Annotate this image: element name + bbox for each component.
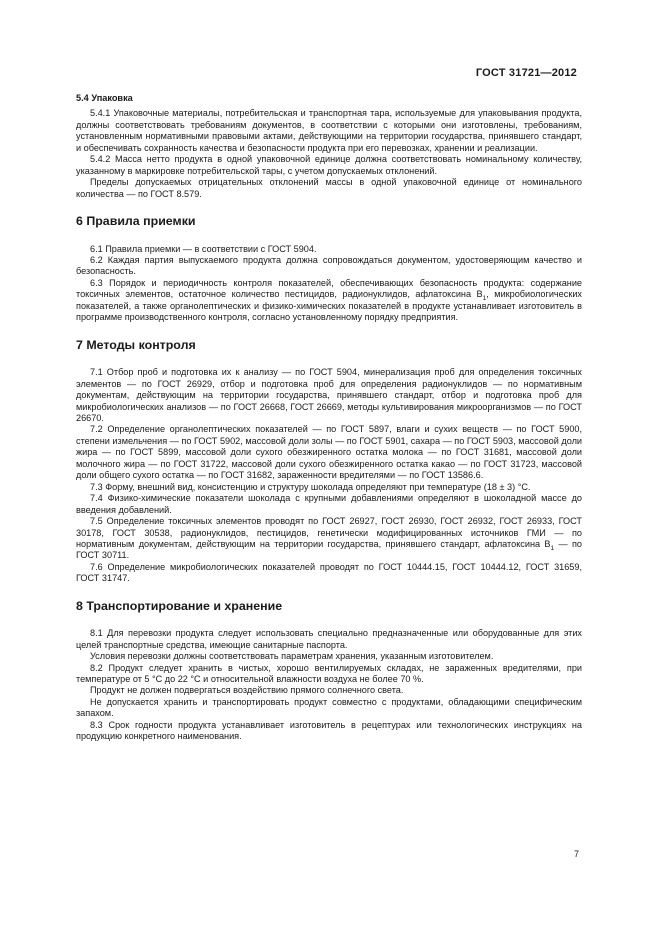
para-8-1: 8.1 Для перевозки продукта следует использовать специально предназначенные или оборудованные для этих целей транспортные средства, имеющие санитарные паспорта. [76, 628, 582, 650]
para-8-1-conditions: Условия перевозки должны соответствовать параметрам хранения, указанным изготовителем. [90, 651, 494, 662]
para-5-4-2-limits: Пределы допускаемых отрицательных отклонений массы в одной упаковочной единице от номинального количества — по ГОСТ 8.579. [76, 177, 582, 199]
document-body [76, 93, 582, 743]
para-5-4-2: 5.4.2 Масса нетто продукта в одной упаковочной единице должна соответствовать номинальному количеству, указанному в маркировке потребительской тары, с учетом допускаемых отклонений. [76, 154, 582, 176]
para-7-5: 7.5 Определение токсичных элементов проводят по ГОСТ 26927, ГОСТ 26930, ГОСТ 26932, ГОСТ 26933, ГОСТ 30178, ГОСТ 30538, радионуклидов, пестицидов, генетически модифицированных источников ГМИ — по нормативным документам, действующим на территории государства, принявшего стандарт, афлатоксина $B_1$ — по ГОСТ 30711. [76, 516, 582, 561]
section-5-4-title: 5.4 Упаковка [76, 93, 133, 103]
para-8-2-odors: Не допускается хранить и транспортировать продукт совместно с продуктами, обладающими специфическим запахом. [76, 696, 582, 719]
page-number: 7 [573, 849, 579, 859]
para-7-1: 7.1 Отбор проб и подготовка их к анализу — по ГОСТ 5904, минерализация проб для определения токсичных элементов — по ГОСТ 26929, отбор и подготовка проб для определения радионуклидов — по нормативным документам, действующим на территории государства, принявшего стандарт, отбор и подготовка проб для микробиологических анализов — по ГОСТ 26668, ГОСТ 26669, методы культивирования микроорганизмов — по ГОСТ 26670. [76, 367, 582, 423]
para-7-3: 7.3 Форму, внешний вид, консистенцию и структуру шоколада определяют при температуре (18 ± 3) °С. [90, 481, 531, 492]
para-6-3: 6.3 Порядок и периодичность контроля показателей, обеспечивающих безопасность продукта: содержание токсичных элементов, остаточное количество пестицидов, радионуклидов, афлатоксина $B_1$, микробиологических показателей, а также органолептических и физико-химических показателей в продукте устанавливает изготовитель в программе производственного контроля, согласно установленному порядку предприятия. [76, 277, 582, 323]
para-8-3: 8.3 Срок годности продукта устанавливает изготовитель в рецептурах или технологических инструкциях на продукцию конкретного наименования. [76, 719, 582, 742]
para-7-6: 7.6 Определение микробиологических показателей проводят по ГОСТ 10444.15, ГОСТ 10444.12, ГОСТ 31659, ГОСТ 31747. [76, 561, 582, 584]
para-5-4-1: 5.4.1 Упаковочные материалы, потребительская и транспортная тара, используемые для упаковывания продукта, должны соответствовать требованиям документов, в соответствии с которыми они изготовлены, требованиям, установленным нормативными правовыми актами, действующими на территории государства, принявшего стандарт, и обеспечивать сохранность качества и безопасности продукта при его перевозках, хранении и реализации. [76, 108, 582, 153]
section-7-title: 7 Методы контроля [76, 337, 196, 352]
para-7-2: 7.2 Определение органолептических показателей — по ГОСТ 5897, влаги и сухих веществ — по ГОСТ 5900, степени измельчения — по ГОСТ 5902, массовой доли золы — по ГОСТ 5901, сахара — по ГОСТ 5903, массовой доли жира — по ГОСТ 5899, массовой доли сухого обезжиренного остатка молока — по ГОСТ 31681, массовой доли молочного жира — по ГОСТ 31722, массовой доли сухого обезжиренного остатка какао — по ГОСТ 31723, массовой доли общего сухого остатка — по ГОСТ 31682, зараженности вредителями — по ГОСТ 13586.6. [76, 424, 582, 481]
para-7-4: 7.4 Физико-химические показатели шоколада с крупными добавлениями определяют в шоколадной массе до введения добавлений. [76, 493, 582, 515]
document-code: ГОСТ 31721—2012 [475, 67, 577, 79]
para-8-2-sunlight: Продукт не должен подвергаться воздействию прямого солнечного света. [90, 685, 404, 696]
para-8-2: 8.2 Продукт следует хранить в чистых, хорошо вентилируемых складах, не зараженных вредителями, при температуре от 5 °С до 22 °С и относительной влажности воздуха не более 70 %. [76, 662, 582, 685]
para-6-2: 6.2 Каждая партия выпускаемого продукта должна сопровождаться документом, удостоверяющим качество и безопасность. [76, 254, 582, 277]
section-8-title: 8 Транспортирование и хранение [76, 598, 283, 613]
para-6-1: 6.1 Правила приемки — в соответствии с ГОСТ 5904. [90, 243, 317, 254]
section-6-title: 6 Правила приемки [76, 214, 196, 229]
